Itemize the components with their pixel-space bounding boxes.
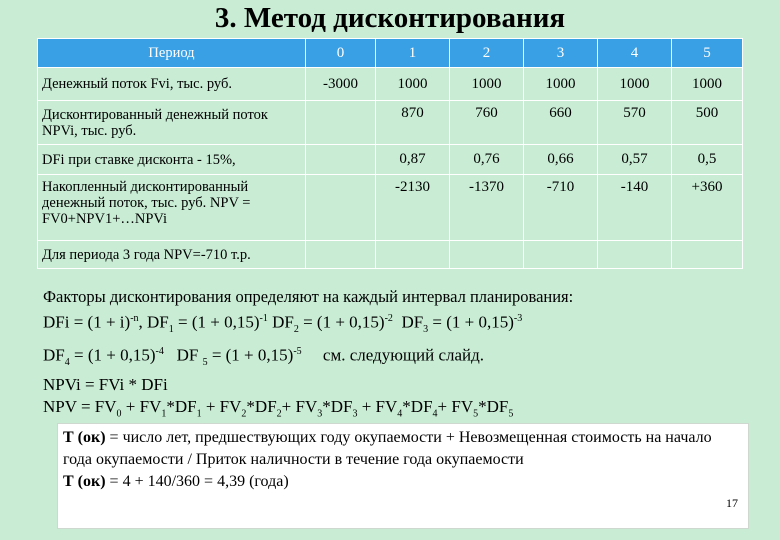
formula-exp: -3 — [513, 313, 523, 324]
formula-exp: -n — [130, 313, 139, 324]
payback-definition-text — [63, 427, 713, 493]
formula-text: + FV — [121, 397, 162, 417]
table-cell: 1000 — [376, 68, 450, 101]
header-cell: 1 — [376, 39, 450, 68]
npv-formula — [43, 396, 763, 425]
table-cell — [376, 241, 450, 269]
formula-text: DF — [401, 312, 424, 332]
formula-exp: -1 — [259, 313, 268, 324]
table-cell: 1000 — [598, 68, 672, 101]
formula-text: NPV = FV — [43, 397, 117, 417]
formula-sub: 3 — [352, 408, 358, 420]
formula-sub: 5 — [202, 357, 208, 369]
formula-sub: 4 — [432, 408, 438, 420]
table-header-row — [38, 39, 743, 68]
table-cell — [524, 241, 598, 269]
df-formula-line-1: DFi = $(1 + i)^{-n}$, $DF_1 = (1 + 0,15)^{-1}$ $DF_2 = (1 + 0,15)^{-2}$ $DF_3 = (1 + 0,15)^{-3}$ — [43, 312, 523, 336]
row-label: Накопленный дисконтированный денежный поток, тыс. руб. NPV = FV0+NPV1+…NPVi — [38, 175, 306, 241]
cash-flow-table — [37, 38, 743, 269]
formula-text: = (1 + 0,15) — [173, 312, 260, 332]
page-number: 17 — [726, 496, 738, 510]
table-cell: 660 — [524, 101, 598, 145]
table-cell: 0,76 — [450, 145, 524, 175]
see-next-slide: см. следующий слайд. — [322, 345, 485, 365]
table-cell — [672, 241, 743, 269]
formula-exp: -2 — [384, 313, 393, 324]
formulas-intro: Факторы дисконтирования определяют на каждый интервал планирования: — [43, 287, 574, 306]
formula-text: = (1 + 0,15) — [207, 345, 294, 365]
formulas-block — [43, 286, 763, 425]
table-cell: -2130 — [376, 175, 450, 241]
formula-sub: 2 — [293, 324, 299, 336]
table-cell: 1000 — [672, 68, 743, 101]
table-row — [38, 145, 743, 175]
row-label: Дисконтированный денежный поток NPVi, тыс. руб. — [38, 101, 306, 145]
header-cell: 5 — [672, 39, 743, 68]
table-cell — [306, 175, 376, 241]
formula-text: = (1 + 0,15) — [428, 312, 514, 332]
df-formula-line-2 — [43, 341, 763, 374]
table-cell: 0,66 — [524, 145, 598, 175]
formula-text: DF — [43, 345, 65, 365]
formula-sub: 2 — [241, 408, 247, 420]
formula-sub: 4 — [64, 357, 70, 369]
formula-text: DF — [176, 345, 203, 365]
table-row — [38, 241, 743, 269]
table-cell — [450, 241, 524, 269]
formula-sub: 3 — [317, 408, 323, 420]
header-cell: 0 — [306, 39, 376, 68]
npvi-formula: NPVi = FVi * DFi — [43, 375, 168, 395]
payback-term: Т (ок) — [63, 429, 106, 446]
payback-calculation: = 4 + 140/360 = 4,39 (года) — [105, 473, 289, 490]
row-label: DFi при ставке дисконта - 15%, — [38, 145, 306, 175]
table-cell: 870 — [376, 101, 450, 145]
table-cell — [598, 241, 672, 269]
table-cell — [306, 101, 376, 145]
formula-text: *DF — [322, 397, 353, 417]
table-cell: 1000 — [524, 68, 598, 101]
formula-sub: 0 — [116, 408, 122, 420]
slide-title: 3. Метод дисконтирования — [214, 2, 566, 34]
formula-text: *DF — [246, 397, 277, 417]
table-cell: 0,57 — [598, 145, 672, 175]
formula-text: = (1 + 0,15) — [298, 312, 385, 332]
formula-text: DF — [147, 312, 169, 332]
table-cell: 0,87 — [376, 145, 450, 175]
payback-term: Т (ок) — [63, 473, 106, 490]
header-cell: 2 — [450, 39, 524, 68]
table-cell: 760 — [450, 101, 524, 145]
table-cell: 500 — [672, 101, 743, 145]
formula-sub: 5 — [508, 408, 514, 420]
formula-exp: -4 — [155, 346, 164, 358]
formula-text: + FV — [357, 397, 398, 417]
table-cell — [306, 145, 376, 175]
formula-text: DFi = (1 + i) — [43, 312, 131, 332]
table-cell: -1370 — [450, 175, 524, 241]
table-cell: -3000 — [306, 68, 376, 101]
table-cell: -710 — [524, 175, 598, 241]
row-label: Для периода 3 года NPV=-710 т.р. — [38, 241, 306, 269]
formula-sub: 4 — [397, 408, 403, 420]
header-period: Период — [38, 39, 306, 68]
formula-sub: 5 — [473, 408, 479, 420]
table-cell: -140 — [598, 175, 672, 241]
formula-text: = (1 + 0,15) — [69, 345, 156, 365]
row-label: Денежный поток Fvi, тыс. руб. — [38, 68, 306, 101]
formula-text: + FV — [201, 397, 242, 417]
header-cell: 4 — [598, 39, 672, 68]
payback-definition-box — [57, 423, 749, 529]
formula-sub: 1 — [161, 408, 167, 420]
table-row — [38, 101, 743, 145]
table-cell: 1000 — [450, 68, 524, 101]
payback-definition: = число лет, предшествующих году окупаемости + Невозмещенная стоимость на начало года окупаемости / Приток наличности в течение года окупаемости — [63, 429, 712, 468]
formula-text: DF — [267, 312, 294, 332]
table-row — [38, 68, 743, 101]
formula-sub: 2 — [276, 408, 282, 420]
table-cell: +360 — [672, 175, 743, 241]
formula-text: *DF — [478, 397, 509, 417]
formula-text: + FV — [437, 397, 474, 417]
table-cell: 570 — [598, 101, 672, 145]
formula-sub: 1 — [168, 324, 174, 336]
table-cell — [306, 241, 376, 269]
formula-sub: 1 — [196, 408, 202, 420]
formula-text: + FV — [281, 397, 318, 417]
formula-text: *DF — [166, 397, 197, 417]
table-row — [38, 175, 743, 241]
header-cell: 3 — [524, 39, 598, 68]
formula-exp: -5 — [293, 346, 302, 358]
formula-text: *DF — [402, 397, 433, 417]
formula-sub: 3 — [423, 324, 429, 336]
table-cell: 0,5 — [672, 145, 743, 175]
